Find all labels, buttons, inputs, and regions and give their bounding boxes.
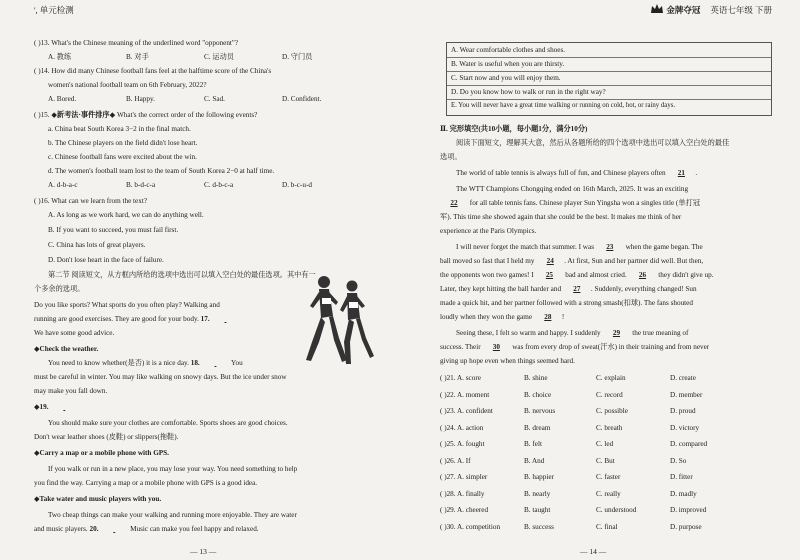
section3-title: Ⅱ. 完形填空(共10小题，每小题1分，满分10分)	[440, 125, 588, 133]
q15-event-d: d. The women's football team lost to the team of South Korea 2−0 at half time.	[48, 167, 275, 175]
answer-option-d[interactable]: D. So	[670, 456, 687, 465]
answer-option-c[interactable]: C. possible	[596, 407, 628, 415]
p1-text: running are good exercises. They are good for your body.	[34, 315, 199, 323]
left-header	[34, 4, 74, 16]
answer-option-c[interactable]: C. really	[596, 489, 621, 498]
answer-option-d[interactable]: D. proud	[670, 407, 696, 415]
q14-option-a[interactable]: A. Bored.	[48, 95, 77, 103]
passage-p1-line3: We have some good advice.	[34, 329, 115, 337]
blank-17-number: 17.	[200, 315, 210, 323]
q16-option-b[interactable]: B. If you want to succeed, you must fail first.	[48, 226, 179, 234]
cloze-text: The world of table tennis is always full of fun, and Chinese players often	[456, 169, 666, 177]
cloze-text: the true meaning of	[632, 329, 689, 337]
unit-test-title: 单元检测	[39, 5, 74, 15]
blank-19[interactable]	[50, 402, 78, 412]
blank-22[interactable]: 22	[450, 199, 458, 207]
options-box	[446, 42, 772, 116]
answer-option-b[interactable]: B. felt	[524, 440, 542, 448]
answer-option-d[interactable]: D. improved	[670, 506, 707, 514]
q15-stem	[34, 110, 257, 120]
section3-instruction-1: 阅读下面短文，理解其大意，然后从各题所给的四个选项中选出可以填入空白处的最佳	[456, 139, 730, 147]
right-page-number: — 14 —	[580, 547, 607, 556]
cloze-text: Later, they kept hitting the ball harder and	[440, 285, 562, 293]
q15-tag: ◆新考法·事件排序◆	[51, 111, 116, 119]
runners-illustration	[302, 272, 374, 368]
answer-option-a[interactable]: ( )30. A. competition	[440, 522, 501, 531]
passage-p5-line2	[34, 524, 259, 534]
passage-p3-line2: Don't wear leather shoes (皮鞋) or slippers(拖鞋).	[34, 433, 179, 441]
p5-text-b: Music can make you feel happy and relaxed.	[130, 525, 259, 533]
box-option-d: D. Do you know how to walk or run in the right way?	[451, 88, 606, 96]
blank-30[interactable]: 30	[492, 343, 500, 351]
passage-p2-line1	[48, 358, 243, 368]
answer-option-c[interactable]: C. But	[596, 456, 615, 465]
right-header	[651, 4, 772, 16]
cloze-text: . Suddenly, everything changed! Sun	[590, 285, 697, 293]
q13-option-a[interactable]: A. 教练	[48, 53, 72, 61]
q16-stem: ( )16. What can we learn from the text?	[34, 197, 148, 205]
answer-option-d[interactable]: D. victory	[670, 423, 700, 432]
blank-20-number: 20.	[89, 525, 99, 533]
cloze-text: !	[561, 313, 565, 321]
cloze-text: success. Their	[440, 343, 481, 351]
answer-option-b[interactable]: B. happier	[524, 473, 554, 481]
cloze-text: for all table tennis fans. Chinese player Sun Yingsha won a singles title (单打冠	[469, 199, 700, 207]
q15-number: ( )15.	[34, 111, 50, 119]
passage-p5-line1: Two cheap things can make your walking and running more enjoyable. They are water	[48, 511, 297, 519]
passage-p2-line2: must be careful in winter. You may like walking on snowy days. But the ice under snow	[34, 373, 287, 381]
answer-option-a[interactable]: ( )22. A. moment	[440, 390, 490, 399]
answer-option-c[interactable]: C. breath	[596, 423, 623, 432]
q15-question: What's the correct order of the following events?	[116, 111, 258, 119]
q14-stem-1: ( )14. How did many Chinese football fans feel at the halftime score of the China's	[34, 67, 272, 75]
cloze-text: they didn't give up.	[658, 271, 714, 279]
blank-29[interactable]: 29	[612, 329, 621, 337]
section2-instruction-1: 第二节 阅读短文，从方框内所给的选项中选出可以填入空白处的最佳选项。其中有一	[48, 271, 316, 279]
answer-option-a[interactable]: ( )29. A. cheered	[440, 506, 489, 514]
answer-option-d[interactable]: D. member	[670, 390, 703, 399]
box-option-b: B. Water is useful when you are thirsty.	[451, 60, 565, 68]
cloze-line-6	[456, 242, 703, 252]
answer-option-a[interactable]: ( )28. A. finally	[440, 489, 485, 498]
blank-25[interactable]: 25	[545, 271, 554, 279]
brand	[651, 4, 700, 16]
blank-24[interactable]: 24	[546, 257, 554, 265]
answer-option-d[interactable]: D. create	[670, 374, 696, 382]
heading-take-water: ◆Take water and music players with you.	[34, 495, 162, 503]
passage-p3-line1: You should make sure your clothes are comfortable. Sports shoes are good choices.	[48, 419, 288, 427]
box-divider	[447, 85, 771, 86]
answer-option-b[interactable]: B. success	[524, 522, 554, 531]
cloze-text: ball moved so fast that I held my	[440, 257, 535, 265]
cloze-text: loudly when they won the game	[440, 313, 533, 321]
q14-stem-2: women's national football team on 6th February, 2022?	[48, 81, 207, 89]
answer-option-c[interactable]: C. led	[596, 440, 614, 448]
brand-name: 金牌夺冠	[666, 5, 701, 15]
q14-option-b[interactable]: B. Happy.	[126, 95, 155, 103]
q15-event-a: a. China beat South Korea 3−2 in the final match.	[48, 125, 191, 133]
section3-instruction-2: 选项。	[440, 153, 462, 161]
passage-p4-line2: you find the way. Carrying a map or a mobile phone with GPS is a good idea.	[34, 479, 258, 487]
q13-option-d[interactable]: D. 守门员	[282, 53, 313, 61]
box-option-a: A. Wear comfortable clothes and shoes.	[451, 46, 566, 54]
answer-option-c[interactable]: C. faster	[596, 473, 621, 481]
q14-option-d[interactable]: D. Confident.	[282, 95, 322, 103]
passage-p1-line1: Do you like sports? What sports do you often play? Walking and	[34, 301, 220, 309]
box-option-c: C. Start now and you will enjoy them.	[451, 74, 561, 82]
q13-option-c[interactable]: C. 运动员	[204, 53, 234, 61]
heading-carry-map: ◆Carry a map or a mobile phone with GPS.	[34, 449, 169, 457]
q16-option-a[interactable]: A. As long as we work hard, we can do anything well.	[48, 211, 204, 219]
box-option-e: E. You will never have a great time walking or running on cold, hot, or rainy days.	[451, 102, 676, 109]
answer-option-c[interactable]: C. explain	[596, 374, 626, 382]
q15-option-a[interactable]: A. d-b-a-c	[48, 181, 78, 189]
cloze-text: bad and almost cried.	[565, 271, 627, 279]
answer-option-d[interactable]: D. madly	[670, 489, 697, 498]
q15-event-b: b. The Chinese players on the field didn't lose heart.	[48, 139, 198, 147]
answer-option-c[interactable]: C. record	[596, 390, 623, 399]
answer-option-b[interactable]: B. nervous	[524, 407, 556, 415]
cloze-line-2: The WTT Champions Chongqing ended on 16th March, 2025. It was an exciting	[456, 185, 689, 193]
p5-text-a: and music players.	[34, 525, 88, 533]
q16-option-d[interactable]: D. Don't lose heart in the face of failure.	[48, 256, 164, 264]
cloze-line-11	[440, 312, 564, 322]
q13-stem: ( )13. What's the Chinese meaning of the underlined word "opponent"?	[34, 39, 239, 47]
section2-instruction-2: 个多余的选项。	[34, 285, 85, 293]
answer-option-b[interactable]: B. taught	[524, 506, 551, 514]
cloze-text: was from every drop of sweat(汗水) in their training and from never	[512, 343, 710, 351]
q14-option-c[interactable]: C. Sad.	[204, 95, 225, 103]
cloze-line-1: The world of table tennis is always full of fun, and Chinese players often 21 .	[456, 169, 698, 177]
blank-18-number: 18.	[190, 359, 200, 367]
blank-26[interactable]: 26	[638, 271, 647, 279]
answer-option-d[interactable]: D. purpose	[670, 522, 702, 531]
passage-p1-line2	[34, 314, 239, 324]
cloze-line-10: made a quick hit, and her partner followed with a strong smash(扣球). The fans shouted	[440, 299, 693, 307]
p2-text-b: You	[231, 359, 243, 367]
passage-p2-line3: may make you fall down.	[34, 387, 108, 395]
cloze-text: . At first, Sun and her partner did well. But then,	[564, 257, 704, 265]
q13-option-b[interactable]: B. 对手	[126, 53, 149, 61]
answer-option-a[interactable]: ( )23. A. confident	[440, 407, 493, 415]
cloze-text: when the game began. The	[625, 243, 703, 251]
blank-20[interactable]	[100, 524, 128, 534]
cloze-line-9	[440, 284, 697, 294]
crown-icon	[651, 4, 663, 14]
box-divider	[447, 99, 771, 100]
answer-option-a[interactable]: ( )26. A. If	[440, 456, 471, 465]
answer-option-a[interactable]: ( )21. A. score	[440, 374, 481, 382]
blank-23[interactable]: 23	[606, 243, 614, 251]
answer-option-c[interactable]: C. understood	[596, 506, 637, 514]
right-page-number-value: 14	[589, 547, 597, 556]
left-page-number: — 13 —	[190, 547, 217, 556]
q15-option-c[interactable]: C. d-b-c-a	[204, 181, 234, 189]
q15-event-c: c. Chinese football fans were excited about the win.	[48, 153, 197, 161]
header-mark: ',	[34, 5, 40, 15]
cloze-line-3	[440, 198, 700, 208]
cloze-text: the opponents won two games! I	[440, 271, 534, 279]
cloze-text: Seeing these, I felt so warm and happy. I suddenly	[456, 329, 601, 337]
book-title: 英语七年级 下册	[710, 5, 772, 15]
cloze-line-8	[440, 270, 714, 280]
blank-28[interactable]: 28	[544, 313, 552, 321]
answer-option-a[interactable]: ( )25. A. fought	[440, 440, 485, 448]
cloze-line-5: experience at the Paris Olympics.	[440, 227, 537, 235]
box-divider	[447, 57, 771, 58]
answer-option-b[interactable]: B. shine	[524, 374, 548, 382]
q15-option-d[interactable]: D. b-c-u-d	[282, 181, 312, 189]
answer-option-b[interactable]: B. nearly	[524, 489, 551, 498]
cloze-text: I will never forget the match that summer. I was	[456, 243, 594, 251]
cloze-line-12	[456, 328, 688, 338]
cloze-line-13	[440, 342, 709, 352]
p2-text-a: You need to know whether(是否) it is a nice day.	[48, 359, 189, 367]
cloze-line-4: 军). This time she showed again that she could be the best. It makes me think of her	[440, 213, 682, 221]
answer-option-c[interactable]: C. final	[596, 522, 618, 531]
q15-option-b[interactable]: B. b-d-c-a	[126, 181, 156, 189]
blank-18[interactable]	[202, 358, 230, 368]
blank-21[interactable]: 21	[677, 169, 685, 177]
blank-27[interactable]: 27	[573, 285, 581, 293]
answer-option-a[interactable]: ( )24. A. action	[440, 423, 484, 432]
heading-blank-19	[34, 402, 78, 412]
answer-option-b[interactable]: B. choice	[524, 390, 552, 399]
q16-option-c[interactable]: C. China has lots of great players.	[48, 241, 146, 249]
blank-19-number: ◆19.	[34, 403, 49, 411]
answer-option-b[interactable]: B. dream	[524, 423, 551, 432]
left-page-number-value: 13	[199, 547, 207, 556]
cloze-line-7	[440, 256, 703, 266]
cloze-line-14: giving up hope even when things seemed hard.	[440, 357, 575, 365]
answer-option-b[interactable]: B. And	[524, 456, 545, 465]
passage-p4-line1: If you walk or run in a new place, you may lose your way. You need something to help	[48, 465, 298, 473]
box-divider	[447, 71, 771, 72]
answer-option-a[interactable]: ( )27. A. simpler	[440, 473, 488, 481]
answer-option-d[interactable]: D. fitter	[670, 473, 693, 481]
answer-option-d[interactable]: D. compared	[670, 440, 708, 448]
heading-check-weather: ◆Check the weather.	[34, 345, 99, 353]
blank-17[interactable]	[211, 314, 239, 324]
